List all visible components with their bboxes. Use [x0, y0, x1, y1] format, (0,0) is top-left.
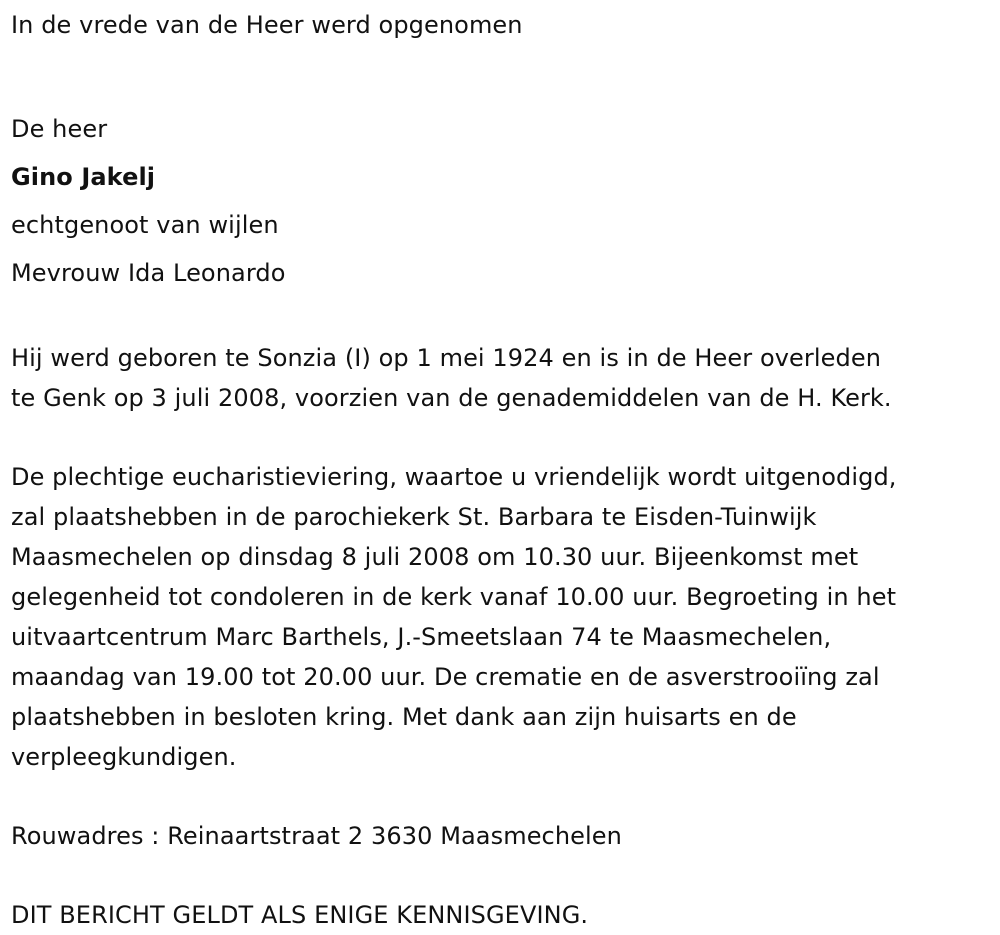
birth-death-paragraph: [11, 338, 996, 418]
paragraph-line: te Genk op 3 juli 2008, voorzien van de genademiddelen van de H. Kerk.: [11, 384, 892, 412]
deceased-name: Gino Jakelj: [11, 163, 156, 191]
relationship-text: echtgenoot van wijlen: [11, 211, 279, 239]
mourning-address: Rouwadres : Reinaartstraat 2 3630 Maasmechelen: [11, 822, 622, 850]
spacer: [11, 856, 996, 895]
paragraph-line: maandag van 19.00 tot 20.00 uur. De crematie en de asverstrooiïng zal: [11, 663, 880, 691]
paragraph-line: De plechtige eucharistieviering, waartoe u vriendelijk wordt uitgenodigd,: [11, 463, 897, 491]
paragraph-line: Hij werd geboren te Sonzia (I) op 1 mei 1924 en is in de Heer overleden: [11, 344, 882, 372]
spacer: [11, 418, 996, 457]
ceremony-paragraph: [11, 457, 996, 777]
paragraph-line: plaatshebben in besloten kring. Met dank aan zijn huisarts en de: [11, 703, 797, 731]
paragraph-line: verpleegkundigen.: [11, 743, 237, 771]
spouse-name: Mevrouw Ida Leonardo: [11, 259, 286, 287]
spacer: [11, 777, 996, 816]
title-prefix: De heer: [11, 115, 108, 143]
paragraph-line: Maasmechelen op dinsdag 8 juli 2008 om 10.30 uur. Bijeenkomst met: [11, 543, 859, 571]
notice-opening: In de vrede van de Heer werd opgenomen: [11, 11, 523, 39]
death-notice: [11, 8, 996, 935]
closing-statement: DIT BERICHT GELDT ALS ENIGE KENNISGEVING.: [11, 901, 589, 929]
paragraph-line: gelegenheid tot condoleren in de kerk vanaf 10.00 uur. Begroeting in het: [11, 583, 897, 611]
spacer: [11, 42, 996, 105]
paragraph-line: uitvaartcentrum Marc Barthels, J.-Smeetslaan 74 te Maasmechelen,: [11, 623, 832, 651]
spacer: [11, 297, 996, 338]
paragraph-line: zal plaatshebben in de parochiekerk St. Barbara te Eisden-Tuinwijk: [11, 503, 817, 531]
